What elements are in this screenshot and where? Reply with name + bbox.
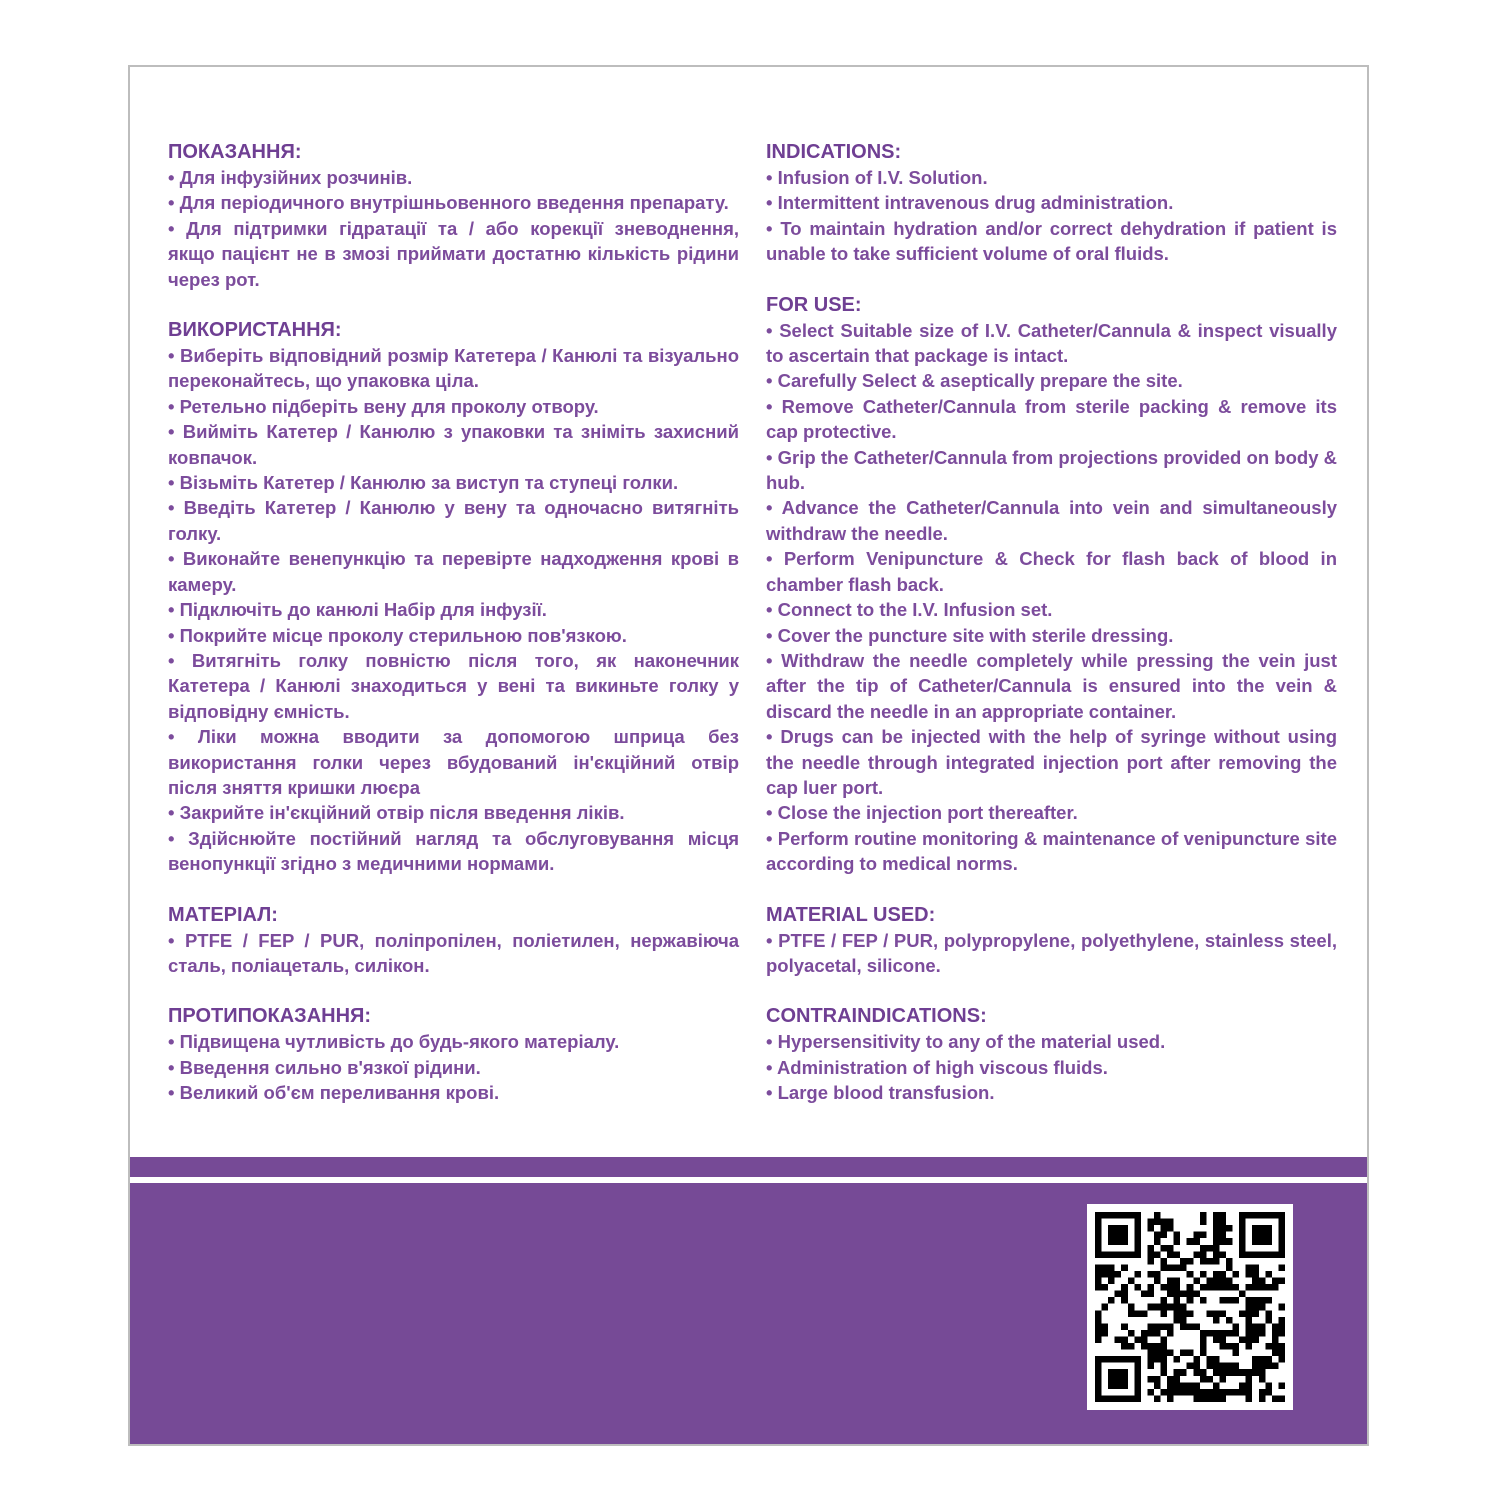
list-item: • Ліки можна вводити за допомогою шприца без використання голки через вбудований ін'єкційний отвір після зняття кришки люєра	[168, 724, 739, 800]
en-material-heading: MATERIAL USED:	[766, 903, 936, 926]
list-item: • PTFE / FEP / PUR, polypropylene, polyethylene, stainless steel, polyacetal, silicone.	[766, 928, 1337, 979]
list-item: • Intermittent intravenous drug administration.	[766, 190, 1337, 215]
list-item: • Введення сильно в'язкої рідини.	[168, 1055, 739, 1080]
qr-code-icon	[1087, 1204, 1293, 1410]
ua-indications-section	[168, 139, 739, 292]
list-item: • Advance the Catheter/Cannula into vein and simultaneously withdraw the needle.	[766, 495, 1337, 546]
ua-use-heading: ВИКОРИСТАННЯ:	[168, 319, 342, 342]
list-item: • Large blood transfusion.	[766, 1080, 1337, 1105]
list-item: • Perform Venipuncture & Check for flash back of blood in chamber flash back.	[766, 546, 1337, 597]
list-item: • Для періодичного внутрішньовенного введення препарату.	[168, 190, 739, 215]
list-item: • Підвищена чутливість до будь-якого матеріалу.	[168, 1029, 739, 1054]
list-item: • Для інфузійних розчинів.	[168, 165, 739, 190]
list-item: • Витягніть голку повністю після того, як наконечник Катетера / Канюлі знаходиться у вені та викиньте голку у відповідну ємність.	[168, 648, 739, 724]
purple-stripe	[130, 1157, 1367, 1177]
list-item: • Administration of high viscous fluids.	[766, 1055, 1337, 1080]
list-item: • Підключіть до канюлі Набір для інфузії.	[168, 597, 739, 622]
en-indications-section	[766, 139, 1337, 267]
list-item: • Виконайте венепункцію та перевірте надходження крові в камеру.	[168, 546, 739, 597]
list-item: • Візьміть Катетер / Канюлю за виступ та ступеці голки.	[168, 470, 739, 495]
list-item: • Виберіть відповідний розмір Катетера / Канюлі та візуально переконайтесь, що упаковка ціла.	[168, 343, 739, 394]
list-item: • To maintain hydration and/or correct dehydration if patient is unable to take sufficient volume of oral fluids.	[766, 216, 1337, 267]
ua-contraindications-heading: ПРОТИПОКАЗАННЯ:	[168, 1005, 372, 1028]
list-item: • Drugs can be injected with the help of syringe without using the needle through integrated injection port after removing the cap luer port.	[766, 724, 1337, 800]
en-contraindications-heading: CONTRAINDICATIONS:	[766, 1005, 987, 1028]
list-item: • Ретельно підберіть вену для проколу отвору.	[168, 394, 739, 419]
list-item: • Infusion of I.V. Solution.	[766, 165, 1337, 190]
list-item: • Perform routine monitoring & maintenance of venipuncture site according to medical norms.	[766, 826, 1337, 877]
list-item: • Для підтримки гідратації та / або корекції зневоднення, якщо пацієнт не в змозі приймати достатню кількість рідини через рот.	[168, 216, 739, 292]
list-item: • Carefully Select & aseptically prepare the site.	[766, 368, 1337, 393]
list-item: • Grip the Catheter/Cannula from projections provided on body & hub.	[766, 445, 1337, 496]
list-item: • Здійснюйте постійний нагляд та обслуговування місця венопункції згідно з медичними нормами.	[168, 826, 739, 877]
list-item: • Withdraw the needle completely while pressing the vein just after the tip of Catheter/Cannula is ensured into the vein & discard the needle in an appropriate container.	[766, 648, 1337, 724]
ua-use-section	[168, 317, 739, 877]
list-item: • Покрийте місце проколу стерильною пов'язкою.	[168, 623, 739, 648]
en-contraindications-section	[766, 1003, 1337, 1105]
list-item: • Вийміть Катетер / Канюлю з упаковки та зніміть захисний ковпачок.	[168, 419, 739, 470]
list-item: • PTFE / FEP / PUR, поліпропілен, поліетилен, нержавіюча сталь, поліацеталь, силікон.	[168, 928, 739, 979]
english-column	[766, 139, 1337, 1131]
list-item: • Cover the puncture site with sterile dressing.	[766, 623, 1337, 648]
list-item: • Великий об'єм переливання крові.	[168, 1080, 739, 1105]
leaflet-panel	[128, 65, 1369, 1446]
list-item: • Close the injection port thereafter.	[766, 800, 1337, 825]
en-use-heading: FOR USE:	[766, 293, 862, 316]
list-item: • Закрийте ін'єкційний отвір після введення ліків.	[168, 800, 739, 825]
en-indications-heading: INDICATIONS:	[766, 141, 902, 163]
list-item: • Connect to the I.V. Infusion set.	[766, 597, 1337, 622]
en-use-section	[766, 292, 1337, 877]
qr-code-graphic	[1095, 1212, 1285, 1402]
ua-material-section	[168, 902, 739, 979]
ua-contraindications-section	[168, 1003, 739, 1105]
list-item: • Select Suitable size of I.V. Catheter/Cannula & inspect visually to ascertain that package is intact.	[766, 318, 1337, 369]
list-item: • Hypersensitivity to any of the material used.	[766, 1029, 1337, 1054]
list-item: • Введіть Катетер / Канюлю у вену та одночасно витягніть голку.	[168, 495, 739, 546]
ua-indications-heading: ПОКАЗАННЯ:	[168, 141, 302, 163]
ukrainian-column	[168, 139, 739, 1131]
en-material-section	[766, 902, 1337, 979]
ua-material-heading: МАТЕРІАЛ:	[168, 903, 278, 926]
list-item: • Remove Catheter/Cannula from sterile packing & remove its cap protective.	[766, 394, 1337, 445]
